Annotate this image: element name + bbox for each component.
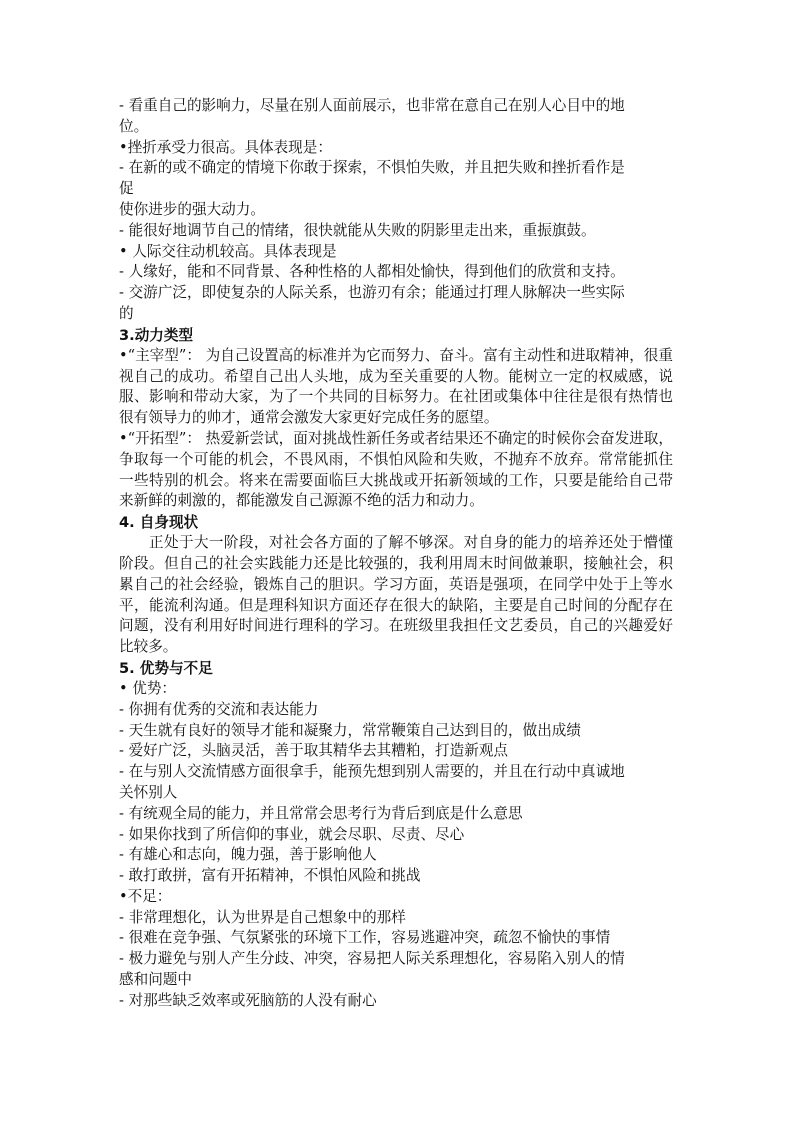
list-item: - 敢打敢拼，富有开拓精神，不惧怕风险和挑战 (119, 867, 421, 885)
bullet-line: •挫折承受力很高。具体表现是： (119, 138, 332, 156)
text-line: - 在新的或不确定的情境下你敢于探索，不惧怕失败，并且把失败和挫折看作是 (119, 159, 625, 177)
list-item: - 有统观全局的能力，并且常常会思考行为背后到底是什么意思 (119, 804, 523, 822)
paragraph-current-status: 正处于大一阶段，对社会各方面的了解不够深。对自身的能力的培养还处于懵懂阶段。但自己的社会实践能力还是比较强的，我利用周末时间做兼职，接触社会，积累自己的社会经验，锻炼自己的胆识。学习方面，英语是强项，在同学中处于上等水平，能流利沟通。但是理科知识方面还存在很大的缺陷，主要是自己时间的分配存在问题，没有利用好时间进行理科的学习。在班级里我担任文艺委员，自己的兴趣爱好比较多。 (119, 534, 673, 656)
section-heading-strengths-weaknesses: 5. 优势与不足 (119, 659, 213, 677)
text-line: 的 (119, 304, 134, 322)
section-heading-current-status: 4. 自身现状 (119, 514, 199, 532)
bullet-line: • 人际交往动机较高。具体表现是 (119, 242, 337, 260)
list-item: 感和问题中 (119, 971, 192, 989)
bullet-line: •不足： (119, 887, 172, 905)
text-line: - 能很好地调节自己的情绪，很快就能从失败的阴影里走出来，重振旗鼓。 (119, 221, 596, 239)
list-item: - 爱好广泛，头脑灵活，善于取其精华去其糟粕，打造新观点 (119, 742, 509, 760)
list-item: - 对那些缺乏效率或死脑筋的人没有耐心 (119, 991, 377, 1009)
paragraph-dominant-type: •“主宰型”： 为自己设置高的标准并为它而努力、奋斗。富有主动性和进取精神，很重视自己的成功。希望自己出人头地，成为至关重要的人物。能树立一定的权威感，说服、影响和带动大家，为了一个共同的目标努力。在社团或集体中往往是很有热情也很有领导力的帅才，通常会激发大家更好完成任务的愿望。 (119, 346, 673, 427)
text-line: - 人缘好，能和不同背景、各种性格的人都相处愉快，得到他们的欣赏和支持。 (119, 263, 625, 281)
text-line: - 交游广泛，即使复杂的人际关系，也游刃有余；能通过打理人脉解决一些实际 (119, 284, 625, 302)
list-item: - 如果你找到了所信仰的事业，就会尽职、尽责、尽心 (119, 825, 465, 843)
list-item: - 有雄心和志向，魄力强，善于影响他人 (119, 846, 377, 864)
section-heading-motivation-type: 3.动力类型 (119, 326, 194, 344)
list-item: - 极力避免与别人产生分歧、冲突，容易把人际关系理想化，容易陷入别人的情 (119, 950, 625, 968)
list-item: 关怀别人 (119, 783, 178, 801)
list-item: - 天生就有良好的领导才能和凝聚力，常常鞭策自己达到目的，做出成绩 (119, 721, 581, 739)
text-line: 位。 (119, 117, 149, 135)
list-item: - 很难在竞争强、气氛紧张的环境下工作，容易逃避冲突，疏忽不愉快的事情 (119, 929, 611, 947)
paragraph-pioneer-type: •“开拓型”： 热爱新尝试，面对挑战性新任务或者结果还不确定的时候你会奋发进取，争取每一个可能的机会，不畏风雨，不惧怕风险和失败，不抛弃不放弃。常常能抓住一些特别的机会。将来在需要面临巨大挑战或开拓新领域的工作，只要是能给自己带来新鲜的刺激的，都能激发自己源源不绝的活力和动力。 (119, 429, 673, 510)
text-line: 促 (119, 180, 134, 198)
list-item: - 非常理想化，认为世界是自己想象中的那样 (119, 908, 406, 926)
text-line: - 看重自己的影响力，尽量在别人面前展示，也非常在意自己在别人心目中的地 (119, 97, 625, 114)
bullet-line: • 优势： (119, 679, 177, 697)
text-line: 使你进步的强大动力。 (119, 200, 265, 218)
list-item: - 你拥有优秀的交流和表达能力 (119, 700, 319, 718)
list-item: - 在与别人交流情感方面很拿手，能预先想到别人需要的，并且在行动中真诚地 (119, 763, 625, 781)
